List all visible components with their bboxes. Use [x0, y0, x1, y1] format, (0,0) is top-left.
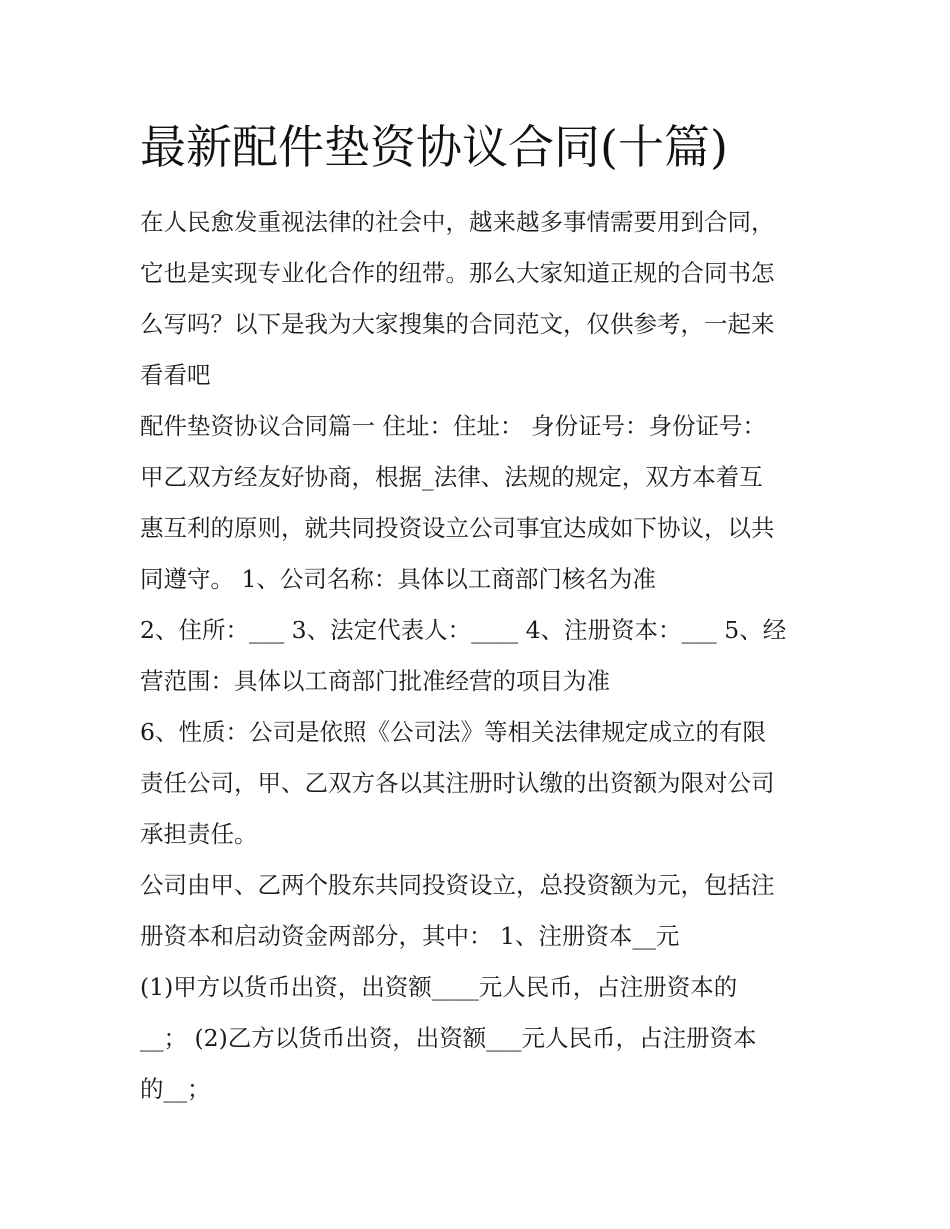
body-line: 在人民愈发重视法律的社会中，越来越多事情需要用到合同， [140, 208, 775, 236]
body-line: 甲乙双方经友好协商，根据_法律、法规的规定，双方本着互 [140, 463, 763, 491]
body-line: 的__； [140, 1075, 211, 1103]
body-line: 营范围：具体以工商部门批准经营的项目为准 [140, 667, 610, 695]
body-line: 册资本和启动资金两部分，其中： 1、注册资本__元 [140, 922, 680, 950]
body-line: 公司由甲、乙两个股东共同投资设立，总投资额为元，包括注 [140, 871, 775, 899]
body-line: 责任公司，甲、乙双方各以其注册时认缴的出资额为限对公司 [140, 769, 775, 797]
body-line: 看看吧 [140, 361, 211, 389]
body-line: (1)甲方以货币出资，出资额____元人民币，占注册资本的 [140, 973, 738, 1001]
body-line: 么写吗？以下是我为大家搜集的合同范文，仅供参考，一起来 [140, 310, 775, 338]
body-line: 2、住所：___ 3、法定代表人：____ 4、注册资本：___ 5、经 [140, 616, 787, 644]
body-line: 6、性质：公司是依照《公司法》等相关法律规定成立的有限 [140, 718, 766, 746]
body-line: __； (2)乙方以货币出资，出资额___元人民币，占注册资本 [140, 1024, 757, 1052]
body-line: 承担责任。 [140, 820, 258, 848]
body-line: 配件垫资协议合同篇一 住址：住址： 身份证号：身份证号： [140, 412, 766, 440]
body-line: 同遵守。 1、公司名称：具体以工商部门核名为准 [140, 565, 656, 593]
body-line: 它也是实现专业化合作的纽带。那么大家知道正规的合同书怎 [140, 259, 775, 287]
document-body [140, 197, 820, 1115]
body-line: 惠互利的原则，就共同投资设立公司事宜达成如下协议，以共 [140, 514, 775, 542]
document-title: 最新配件垫资协议合同(十篇) [140, 120, 728, 174]
